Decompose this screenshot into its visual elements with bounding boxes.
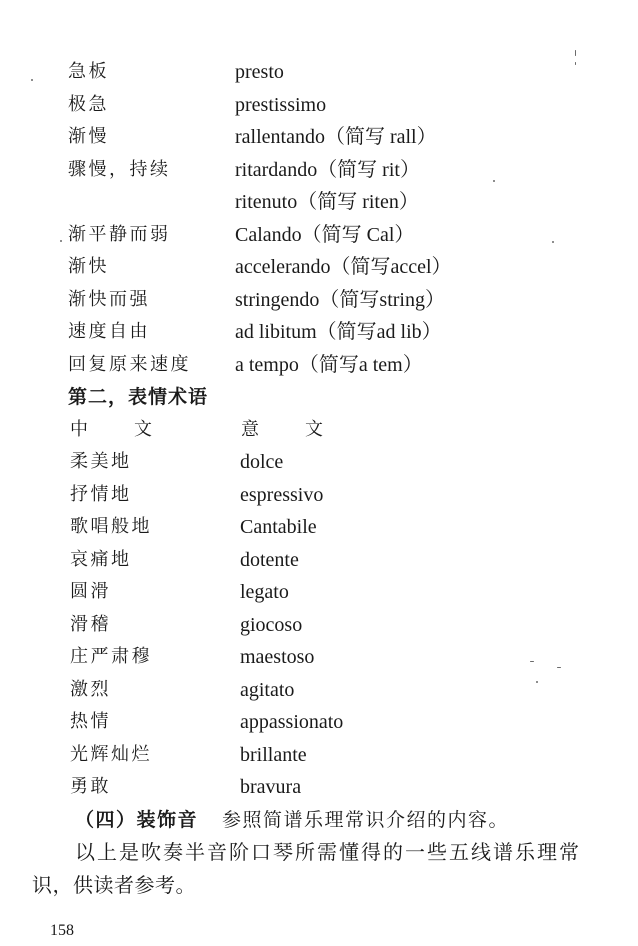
scan-speck bbox=[575, 50, 576, 56]
scan-speck bbox=[31, 79, 33, 81]
scan-speck bbox=[60, 240, 62, 242]
expression-term-row bbox=[0, 544, 638, 577]
chinese-term: 歌唱般地 bbox=[70, 516, 152, 537]
chinese-term: 渐快 bbox=[68, 256, 109, 277]
page-number: 158 bbox=[50, 922, 74, 939]
tempo-term-row bbox=[0, 89, 638, 122]
chinese-term: 滑稽 bbox=[70, 613, 111, 635]
expression-term-row bbox=[0, 446, 638, 479]
italian-term: espressivo bbox=[240, 483, 324, 506]
chinese-term: 圆滑 bbox=[70, 581, 111, 602]
chinese-term: 抒情地 bbox=[70, 483, 132, 505]
italian-term: a tempo（简写a tem） bbox=[235, 353, 423, 376]
column-header-row bbox=[0, 414, 638, 447]
italian-column-header: 意 bbox=[241, 418, 259, 440]
italian-term: agitato bbox=[240, 678, 295, 701]
chinese-term: 回复原来速度 bbox=[68, 353, 191, 375]
italian-term: ritardando（简写 rit） bbox=[235, 158, 420, 181]
expression-term-row bbox=[0, 576, 638, 609]
chinese-term: 热情 bbox=[70, 711, 111, 732]
tempo-term-row bbox=[0, 121, 638, 154]
chinese-term: 骤慢，持续 bbox=[68, 158, 171, 180]
book-page bbox=[0, 56, 638, 901]
tempo-term-row bbox=[0, 284, 638, 317]
expression-term-row bbox=[0, 641, 638, 674]
tempo-term-row bbox=[0, 219, 638, 252]
italian-term: Cantabile bbox=[240, 516, 317, 538]
closing-paragraph-text: 识，供读者参考。 bbox=[32, 872, 196, 897]
ornament-section-label: （四）装饰音 bbox=[75, 808, 199, 831]
italian-term: rallentando（简写 rall） bbox=[235, 126, 437, 148]
italian-term: brillante bbox=[240, 743, 307, 766]
italian-term: dotente bbox=[240, 548, 299, 571]
section-heading-row bbox=[0, 381, 638, 414]
chinese-term: 急板 bbox=[68, 61, 109, 82]
closing-paragraph-text: 以上是吹奏半音阶口琴所需懂得的一些五线谱乐理常 bbox=[75, 840, 581, 864]
chinese-term: 渐慢 bbox=[68, 126, 109, 147]
scan-speck bbox=[536, 681, 538, 683]
italian-term: ritenuto（简写 riten） bbox=[235, 191, 419, 213]
chinese-term: 激烈 bbox=[70, 678, 111, 700]
chinese-term: 哀痛地 bbox=[70, 548, 132, 570]
italian-term: stringendo（简写string） bbox=[235, 288, 445, 311]
italian-term: dolce bbox=[240, 451, 284, 473]
scan-speck bbox=[493, 180, 495, 182]
italian-term: appassionato bbox=[240, 711, 344, 733]
expression-term-row bbox=[0, 609, 638, 642]
chinese-column-header: 文 bbox=[134, 418, 152, 440]
expression-term-row bbox=[0, 479, 638, 512]
section-heading: 第二，表情术语 bbox=[68, 386, 209, 408]
chinese-term: 极急 bbox=[68, 93, 109, 115]
italian-term: prestissimo bbox=[235, 93, 327, 116]
tempo-term-row bbox=[0, 56, 638, 89]
expression-term-row bbox=[0, 739, 638, 772]
closing-paragraph-line bbox=[0, 836, 638, 869]
chinese-term: 勇敢 bbox=[70, 776, 111, 797]
italian-term: maestoso bbox=[240, 646, 315, 668]
italian-column-header: 文 bbox=[305, 418, 323, 440]
scan-speck bbox=[557, 667, 561, 668]
ornament-section-text: 参照简谱乐理常识介绍的内容。 bbox=[222, 808, 510, 831]
chinese-column-header: 中 bbox=[70, 418, 88, 440]
tempo-term-row bbox=[0, 316, 638, 349]
chinese-term: 光辉灿烂 bbox=[70, 743, 152, 765]
chinese-term: 渐快而强 bbox=[68, 288, 150, 310]
tempo-term-row bbox=[0, 251, 638, 284]
chinese-term: 速度自由 bbox=[68, 321, 150, 342]
tempo-term-row bbox=[0, 154, 638, 187]
chinese-term: 庄严肃穆 bbox=[70, 646, 152, 667]
tempo-term-row bbox=[0, 349, 638, 382]
ornament-section-row bbox=[0, 804, 638, 837]
italian-term: ad libitum（简写ad lib） bbox=[235, 321, 442, 343]
italian-term: giocoso bbox=[240, 613, 303, 636]
italian-term: presto bbox=[235, 61, 284, 83]
expression-term-row bbox=[0, 706, 638, 739]
italian-term: accelerando（简写accel） bbox=[235, 256, 452, 278]
chinese-term: 渐平静而弱 bbox=[68, 223, 171, 245]
chinese-term: 柔美地 bbox=[70, 451, 132, 472]
italian-term: legato bbox=[240, 581, 289, 603]
italian-term: Calando（简写 Cal） bbox=[235, 223, 415, 246]
tempo-term-row bbox=[0, 186, 638, 219]
scan-speck bbox=[575, 62, 576, 65]
scan-speck bbox=[552, 241, 554, 243]
expression-term-row bbox=[0, 511, 638, 544]
expression-term-row bbox=[0, 674, 638, 707]
scan-speck bbox=[530, 661, 534, 662]
expression-term-row bbox=[0, 771, 638, 804]
closing-paragraph-line bbox=[0, 869, 638, 902]
italian-term: bravura bbox=[240, 776, 302, 798]
